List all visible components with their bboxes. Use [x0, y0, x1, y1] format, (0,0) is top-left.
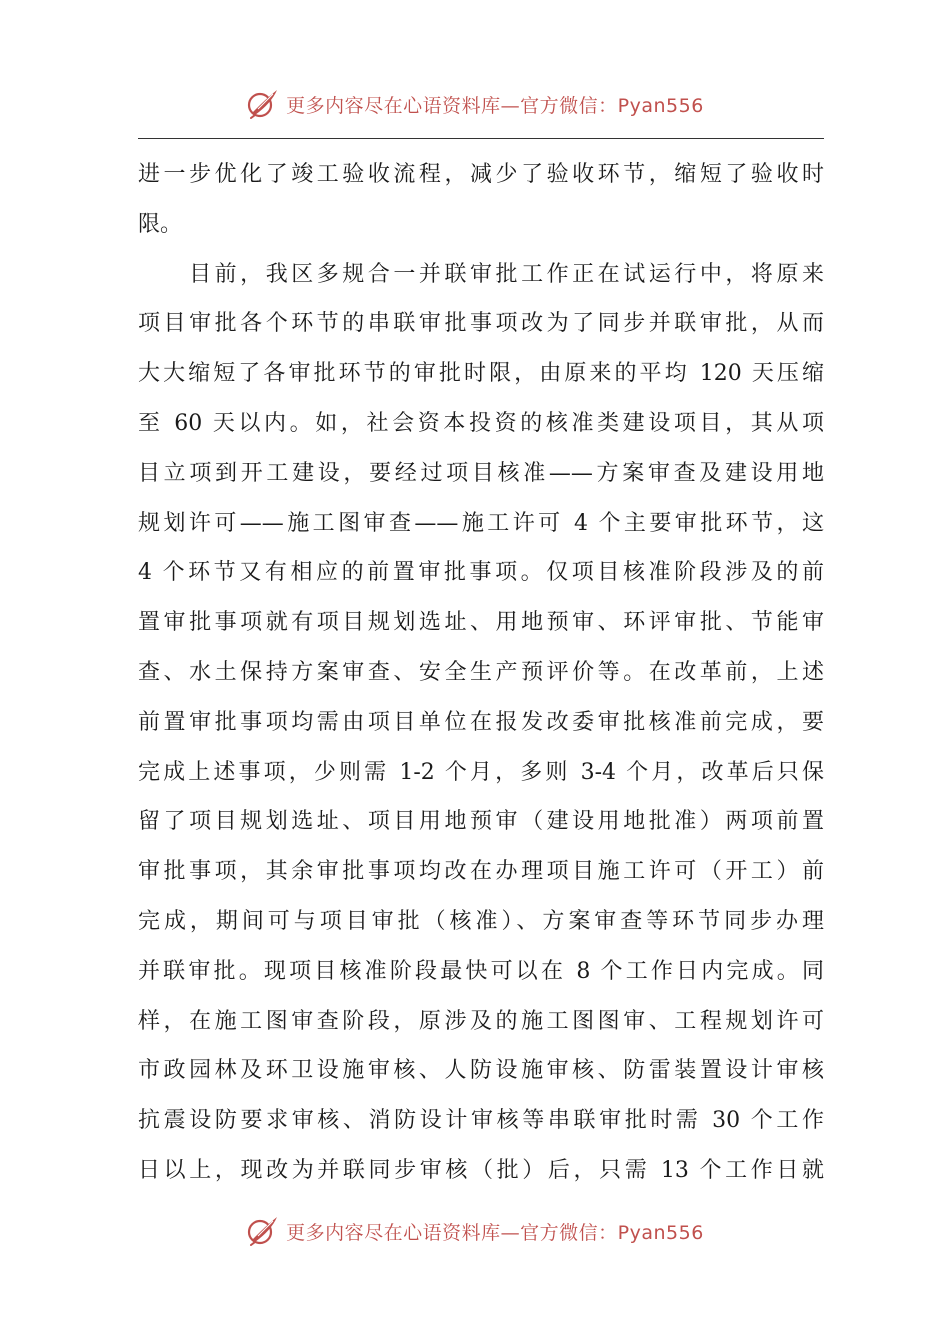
body-line: 规划许可——施工图审查——施工许可 4 个主要审批环节，这 — [138, 510, 824, 536]
pen-feather-logo-icon — [246, 1214, 280, 1248]
header-banner — [0, 84, 950, 124]
body-line: 日以上，现改为并联同步审核（批）后，只需 13 个工作日就 — [138, 1157, 824, 1183]
body-line: 限。 — [138, 211, 183, 237]
header-banner-text — [286, 91, 704, 118]
footer-banner-text — [286, 1218, 704, 1245]
body-line: 4 个环节又有相应的前置审批事项。仅项目核准阶段涉及的前 — [138, 560, 824, 586]
body-line: 目前，我区多规合一并联审批工作正在试运行中，将原来 — [138, 261, 824, 287]
body-line: 置审批事项就有项目规划选址、用地预审、环评审批、节能审 — [138, 610, 824, 636]
document-body — [138, 150, 824, 1196]
body-line: 目立项到开工建设，要经过项目核准——方案审查及建设用地 — [138, 460, 824, 486]
header-divider — [138, 138, 824, 139]
body-line: 完成，期间可与项目审批（核准）、方案审查等环节同步办理 — [138, 908, 824, 934]
footer-banner-text-cn: 更多内容尽在心语资料库—官方微信： — [286, 1221, 618, 1244]
body-line: 进一步优化了竣工验收流程，减少了验收环节，缩短了验收时 — [138, 162, 824, 187]
footer-wechat-id: Pyan556 — [617, 1221, 704, 1244]
body-line: 完成上述事项，少则需 1-2 个月，多则 3-4 个月，改革后只保 — [138, 759, 824, 785]
body-line: 抗震设防要求审核、消防设计审核等串联审批时需 30 个工作 — [138, 1108, 824, 1134]
body-line: 样，在施工图审查阶段，原涉及的施工图图审、工程规划许可 — [138, 1008, 824, 1034]
body-line: 并联审批。现项目核准阶段最快可以在 8 个工作日内完成。同 — [138, 958, 824, 984]
header-banner-text-cn: 更多内容尽在心语资料库—官方微信： — [286, 94, 618, 117]
body-line: 项目审批各个环节的串联审批事项改为了同步并联审批，从而 — [138, 311, 824, 337]
header-wechat-id: Pyan556 — [617, 94, 704, 117]
body-line: 留了项目规划选址、项目用地预审（建设用地批准）两项前置 — [138, 809, 824, 835]
pen-feather-logo-icon — [246, 87, 280, 121]
body-line: 市政园林及环卫设施审核、人防设施审核、防雷装置设计审核 — [138, 1058, 824, 1084]
footer-banner — [0, 1211, 950, 1251]
body-line: 前置审批事项均需由项目单位在报发改委审批核准前完成，要 — [138, 709, 824, 735]
body-line: 至 60 天以内。如，社会资本投资的核准类建设项目，其从项 — [138, 410, 824, 436]
body-line: 查、水土保持方案审查、安全生产预评价等。在改革前，上述 — [138, 659, 824, 685]
body-line: 大大缩短了各审批环节的审批时限，由原来的平均 120 天压缩 — [138, 361, 824, 387]
body-line: 审批事项，其余审批事项均改在办理项目施工许可（开工）前 — [138, 859, 824, 885]
